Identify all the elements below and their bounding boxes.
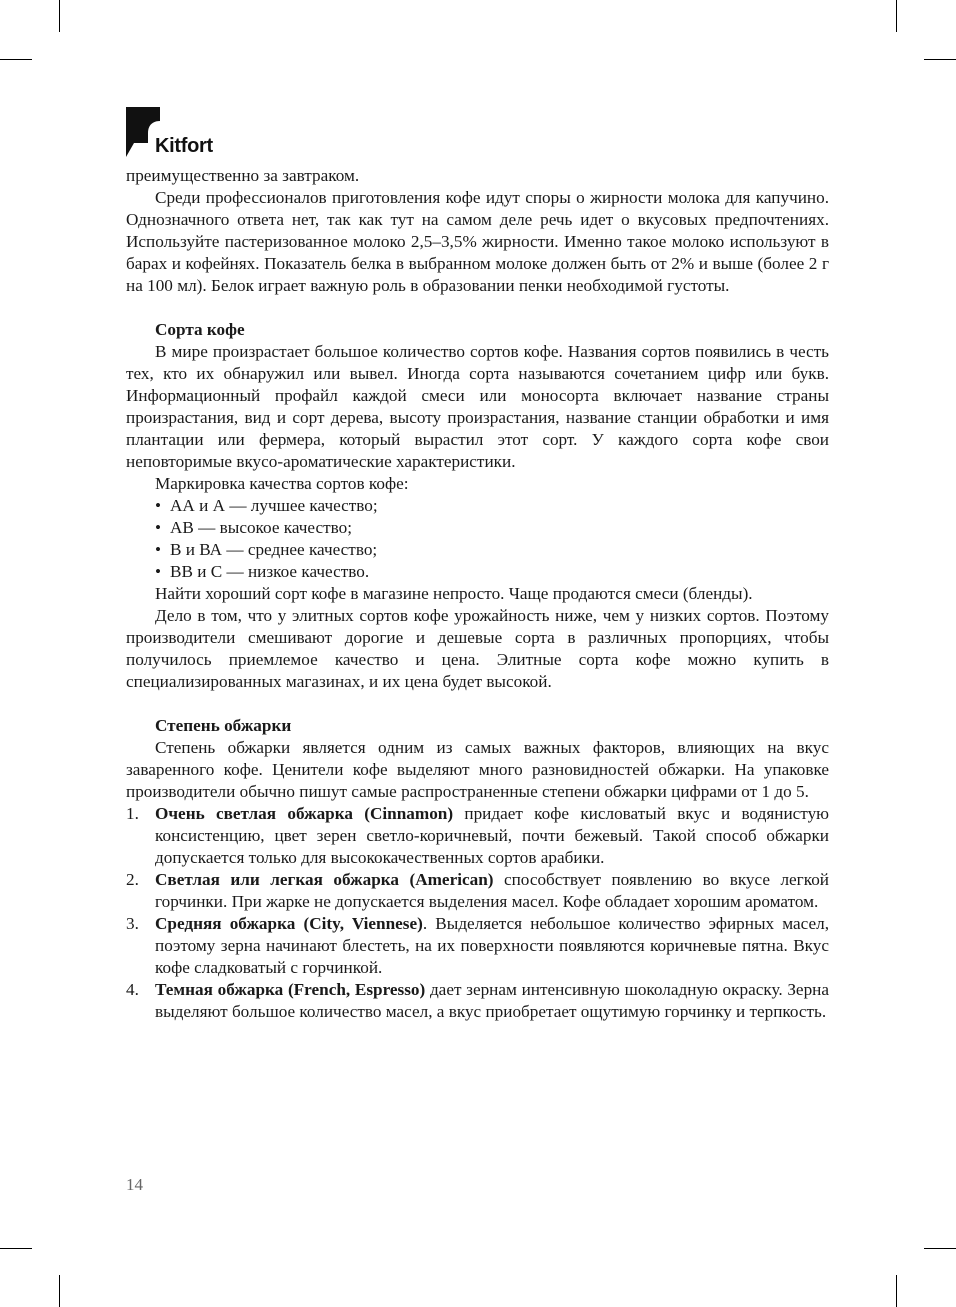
- crop-mark: [924, 59, 956, 60]
- crop-mark: [0, 59, 32, 60]
- list-item: [126, 913, 829, 979]
- item-text: . Выделяется небольшое количество эфирных масел, поэтому зерна начинают блестеть, на их поверхности появляются коричневые пятна. Вкус кофе сладковатый с горчинкой.: [155, 914, 829, 977]
- brand-name: Kitfort: [155, 135, 213, 157]
- item-number: 1.: [126, 804, 139, 823]
- marking-list: [126, 495, 829, 583]
- brand-logo: [126, 107, 246, 159]
- intro-continuation: преимущественно за завтраком.: [126, 166, 360, 185]
- list-item: [126, 869, 829, 913]
- item-title: Светлая или легкая обжарка (American): [155, 870, 494, 889]
- list-item: • АА и А — лучшее качество;: [170, 495, 829, 517]
- item-number: 2.: [126, 870, 139, 889]
- crop-mark: [59, 0, 60, 32]
- varieties-heading: Сорта кофе: [155, 320, 245, 339]
- blends-paragraph: Найти хороший сорт кофе в магазине непросто. Чаще продаются смеси (бленды).: [155, 584, 753, 603]
- page-number: 14: [126, 1175, 143, 1194]
- item-title: Очень светлая обжарка (Cinnamon): [155, 804, 454, 823]
- crop-mark: [896, 1275, 897, 1307]
- crop-mark: [0, 1248, 32, 1249]
- list-item: • ВВ и С — низкое качество.: [170, 561, 829, 583]
- crop-mark: [896, 0, 897, 32]
- list-item: [126, 803, 830, 869]
- item-number: 3.: [126, 914, 139, 933]
- list-item: [126, 979, 829, 1023]
- crop-mark: [924, 1248, 956, 1249]
- item-text: придает кофе кисловатый вкус и водянистую консистенцию, цвет зерен светло-коричневый, почти бежевый. Такой способ обжарки допускается только для высококачественных сортов арабики.: [155, 804, 830, 867]
- roast-levels-list: [126, 803, 829, 1023]
- roast-heading: Степень обжарки: [155, 716, 292, 735]
- marking-intro: Маркировка качества сортов кофе:: [155, 474, 409, 493]
- closing-paragraph: Дело в том, что у элитных сортов кофе урожайность ниже, чем у низких сортов. Поэтому производители смешивают дорогие и дешевые сорта в различных пропорциях, чтобы получилось приемлемое качество и цена. Элитные сорта кофе можно купить в специализированных магазинах, и их цена будет высокой.: [126, 606, 829, 691]
- item-number: 4.: [126, 980, 139, 999]
- item-text: дает зернам интенсивную шоколадную окраску. Зерна выделяют большое количество масел, а вкус приобретает ощутимую горчинку и терпкость.: [155, 980, 829, 1021]
- varieties-paragraph: В мире произрастает большое количество сортов кофе. Названия сортов появились в честь тех, кто их обнаружил или вывел. Иногда сорта называются сочетанием цифр или букв. Информационный профайл каждой смеси или моносорта включает название страны произрастания, вид и сорт дерева, высоту произрастания, название станции обработки и имя плантации или фермера, который вырастил этот сорт. У каждого сорта кофе свои неповторимые вкусо-ароматические характеристики.: [126, 342, 829, 471]
- page-content: [126, 165, 829, 1023]
- item-title: Средняя обжарка (City, Viennese): [155, 914, 423, 933]
- item-text: способствует появлению во вкусе легкой горчинки. При жарке не допускается выделения масел. Кофе обладает хорошим ароматом.: [155, 870, 829, 911]
- list-item: • В и ВА — среднее качество;: [170, 539, 829, 561]
- list-item: • АВ — высокое качество;: [170, 517, 829, 539]
- roast-paragraph: Степень обжарки является одним из самых важных факторов, влияющих на вкус заваренного кофе. Ценители кофе выделяют много разновидностей обжарки. На упаковке производители обычно пишут самые распространенные степени обжарки цифрами от 1 до 5.: [126, 738, 829, 801]
- item-title: Темная обжарка (French, Espresso): [155, 980, 426, 999]
- crop-mark: [59, 1275, 60, 1307]
- intro-paragraph: Среди профессионалов приготовления кофе идут споры о жирности молока для капучино. Однозначного ответа нет, так как тут на самом деле речь идет о вкусовых предпочтениях. Используйте пастеризованное молоко 2,5–3,5% жирности. Именно такое молоко используют в барах и кофейнях. Показатель белка в выбранном молоке должен быть от 2% и выше (более 2 г на 100 мл). Белок играет важную роль в образовании пенки необходимой густоты.: [126, 188, 829, 295]
